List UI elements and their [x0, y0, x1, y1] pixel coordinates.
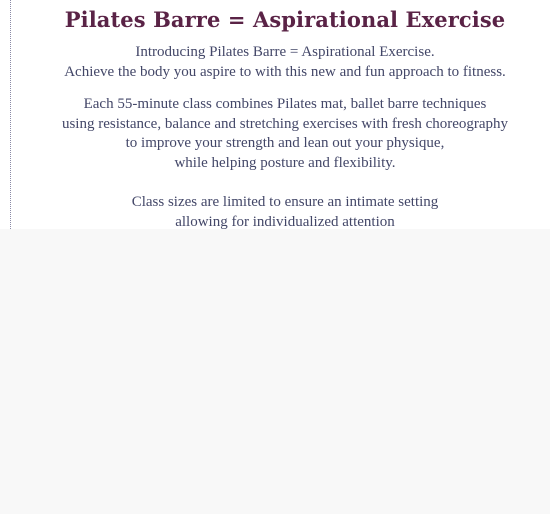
- page-title: Pilates Barre = Aspirational Exercise: [64, 7, 506, 32]
- class-description-line: to improve your strength and lean out your physique,: [125, 135, 445, 151]
- class-description-line: using resistance, balance and stretching exercises with fresh choreography: [61, 115, 509, 132]
- empty-gray-area: [0, 229, 550, 514]
- class-description-paragraph: [0, 95, 550, 173]
- class-size-paragraph: [0, 193, 550, 229]
- intro-line: Achieve the body you aspire to with this new and fun approach to fitness.: [64, 63, 506, 80]
- class-description-line: while helping posture and flexibility.: [174, 154, 396, 171]
- class-size-line: allowing for individualized attention: [175, 213, 395, 229]
- intro-line: Introducing Pilates Barre = Aspirational Exercise.: [135, 44, 435, 60]
- class-size-line: Class sizes are limited to ensure an intimate setting: [131, 194, 439, 210]
- intro-paragraph: [0, 43, 550, 82]
- class-description-line: Each 55-minute class combines Pilates mat, ballet barre techniques: [83, 96, 487, 112]
- content-panel: [0, 0, 550, 229]
